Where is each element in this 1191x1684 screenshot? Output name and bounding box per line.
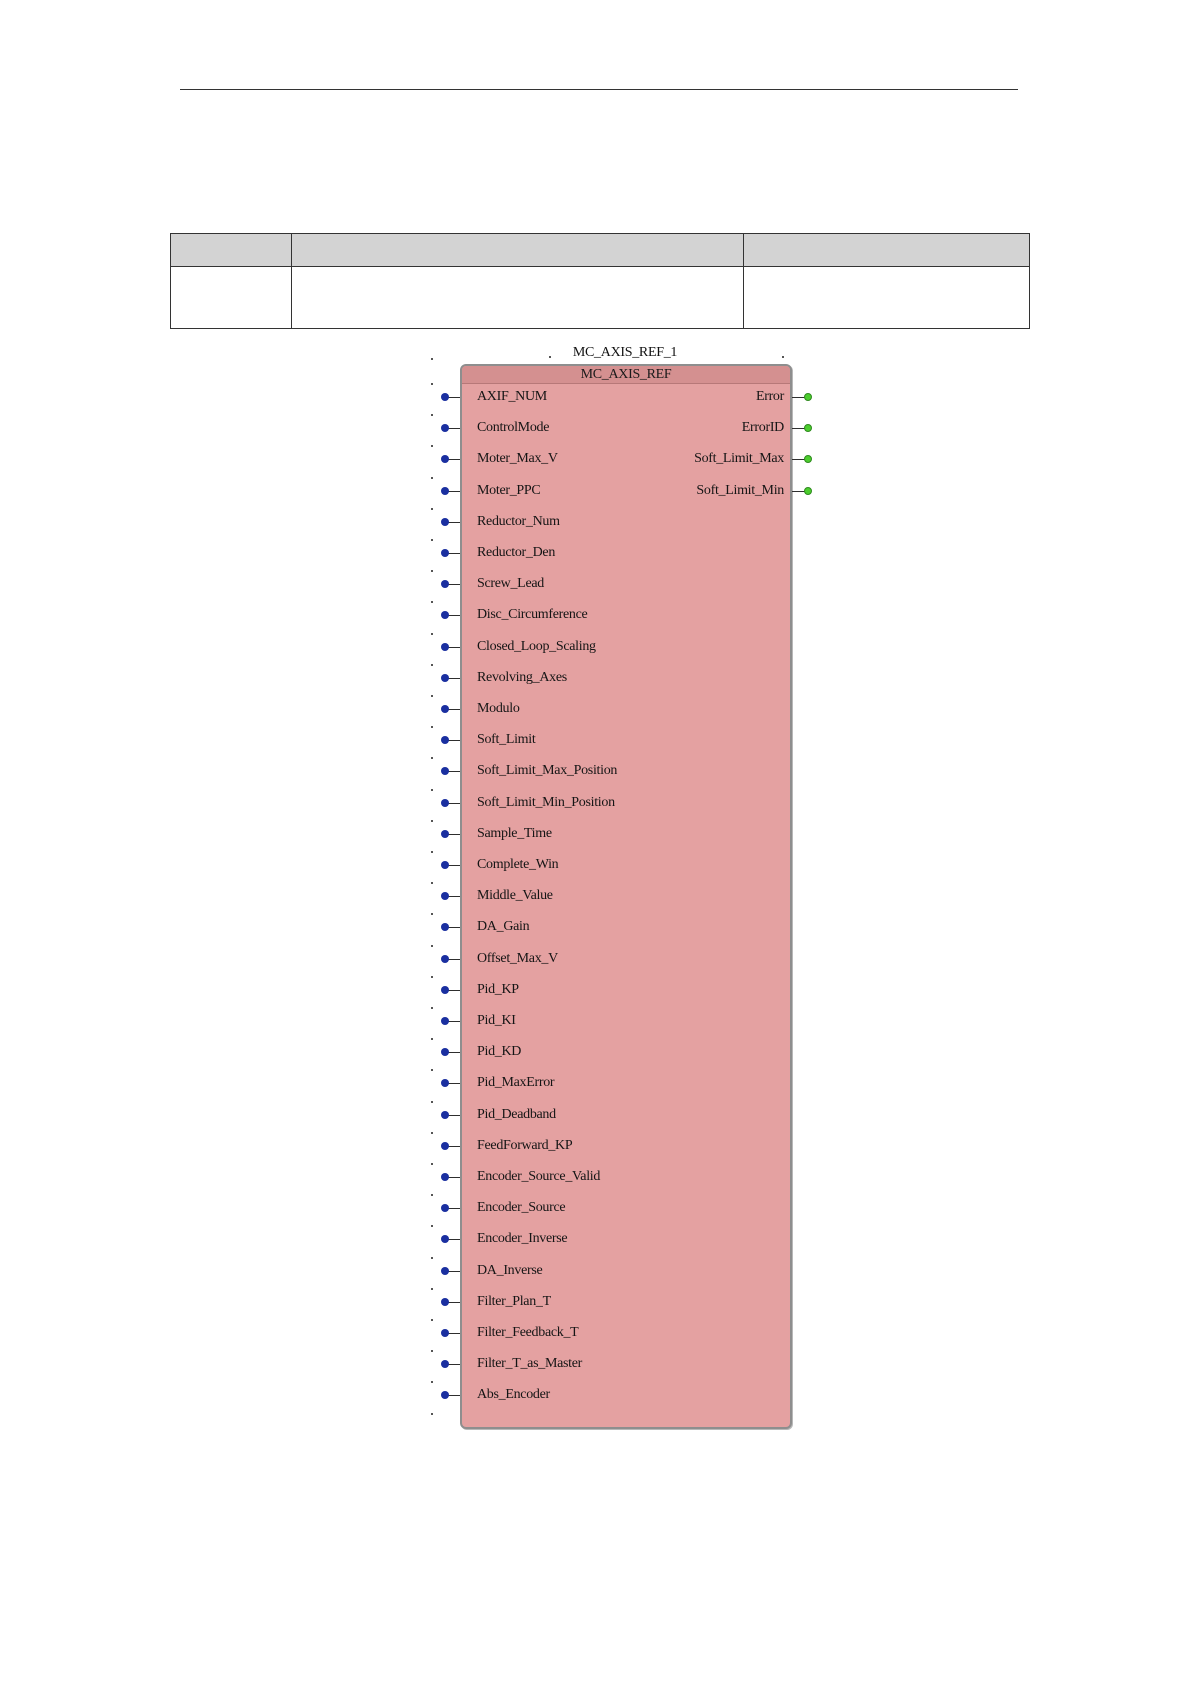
output-pin-label: Error xyxy=(755,389,784,404)
output-pin-label: Soft_Limit_Max xyxy=(694,451,784,466)
frame-tick xyxy=(431,757,433,759)
output-connector[interactable] xyxy=(804,487,812,495)
input-pin-reductor-num[interactable] xyxy=(438,512,638,532)
input-pin-pid-kd[interactable] xyxy=(438,1042,638,1062)
input-pin-label: Soft_Limit xyxy=(477,732,536,747)
input-pin-label: Sample_Time xyxy=(477,826,552,841)
input-connector[interactable] xyxy=(441,830,449,838)
frame-tick xyxy=(549,356,551,358)
input-pin-filter-feedback-t[interactable] xyxy=(438,1323,638,1343)
output-connector[interactable] xyxy=(804,393,812,401)
input-connector[interactable] xyxy=(441,1360,449,1368)
input-pin-pid-ki[interactable] xyxy=(438,1011,638,1031)
input-connector[interactable] xyxy=(441,393,449,401)
input-connector[interactable] xyxy=(441,674,449,682)
input-pin-label: Complete_Win xyxy=(477,857,559,872)
frame-tick xyxy=(431,1350,433,1352)
input-pin-complete-win[interactable] xyxy=(438,855,638,875)
output-pin-soft-limit-max[interactable] xyxy=(620,449,812,469)
input-pin-feedforward-kp[interactable] xyxy=(438,1136,638,1156)
input-connector[interactable] xyxy=(441,611,449,619)
input-connector[interactable] xyxy=(441,518,449,526)
input-pin-label: Soft_Limit_Min_Position xyxy=(477,795,615,810)
frame-tick xyxy=(431,882,433,884)
input-pin-label: Offset_Max_V xyxy=(477,951,558,966)
input-connector[interactable] xyxy=(441,487,449,495)
input-pin-revolving-axes[interactable] xyxy=(438,668,638,688)
table-header-cell-1 xyxy=(171,234,292,267)
frame-tick xyxy=(431,1288,433,1290)
frame-tick xyxy=(431,601,433,603)
page-header-rule xyxy=(180,89,1018,90)
input-pin-da-gain[interactable] xyxy=(438,917,638,937)
input-connector[interactable] xyxy=(441,580,449,588)
input-pin-pid-kp[interactable] xyxy=(438,980,638,1000)
input-connector[interactable] xyxy=(441,455,449,463)
frame-tick xyxy=(431,358,433,360)
input-pin-filter-t-as-master[interactable] xyxy=(438,1354,638,1374)
input-pin-axif-num[interactable] xyxy=(438,387,638,407)
input-pin-label: Soft_Limit_Max_Position xyxy=(477,763,618,778)
frame-tick xyxy=(431,851,433,853)
input-pin-label: Closed_Loop_Scaling xyxy=(477,639,596,654)
table-cell-2 xyxy=(292,267,744,329)
table-header-cell-3 xyxy=(744,234,1030,267)
input-pin-soft-limit-max-position[interactable] xyxy=(438,761,638,781)
input-pin-label: Disc_Circumference xyxy=(477,607,588,622)
input-pin-soft-limit-min-position[interactable] xyxy=(438,793,638,813)
input-pin-label: Pid_Deadband xyxy=(477,1107,556,1122)
frame-tick xyxy=(431,1257,433,1259)
input-pin-screw-lead[interactable] xyxy=(438,574,638,594)
input-pin-modulo[interactable] xyxy=(438,699,638,719)
table-row xyxy=(171,267,1030,329)
input-connector[interactable] xyxy=(441,861,449,869)
table-cell-1 xyxy=(171,267,292,329)
frame-tick xyxy=(431,695,433,697)
input-connector[interactable] xyxy=(441,1267,449,1275)
input-connector[interactable] xyxy=(441,892,449,900)
input-pin-closed-loop-scaling[interactable] xyxy=(438,637,638,657)
input-pin-label: Reductor_Den xyxy=(477,545,556,560)
input-connector[interactable] xyxy=(441,955,449,963)
frame-tick xyxy=(431,508,433,510)
input-pin-label: Pid_KI xyxy=(477,1013,516,1028)
input-connector[interactable] xyxy=(441,1142,449,1150)
input-connector[interactable] xyxy=(441,705,449,713)
output-pin-error[interactable] xyxy=(620,387,812,407)
frame-tick xyxy=(782,356,784,358)
input-pin-disc-circumference[interactable] xyxy=(438,605,638,625)
input-pin-label: ControlMode xyxy=(477,420,550,435)
frame-tick xyxy=(431,820,433,822)
input-connector[interactable] xyxy=(441,1204,449,1212)
input-pin-encoder-inverse[interactable] xyxy=(438,1229,638,1249)
input-pin-label: Reductor_Num xyxy=(477,514,560,529)
input-pin-soft-limit[interactable] xyxy=(438,730,638,750)
input-pin-reductor-den[interactable] xyxy=(438,543,638,563)
input-connector[interactable] xyxy=(441,424,449,432)
input-connector[interactable] xyxy=(441,1329,449,1337)
frame-tick xyxy=(431,383,433,385)
input-pin-sample-time[interactable] xyxy=(438,824,638,844)
input-pin-encoder-source[interactable] xyxy=(438,1198,638,1218)
frame-tick xyxy=(431,945,433,947)
output-pin-label: ErrorID xyxy=(741,420,784,435)
input-pin-label: Pid_MaxError xyxy=(477,1075,555,1090)
input-connector[interactable] xyxy=(441,1017,449,1025)
input-pin-label: Revolving_Axes xyxy=(477,670,567,685)
input-pin-label: AXIF_NUM xyxy=(477,389,547,404)
input-pin-label: Encoder_Inverse xyxy=(477,1231,568,1246)
frame-tick xyxy=(431,1007,433,1009)
frame-tick xyxy=(431,477,433,479)
input-pin-label: DA_Inverse xyxy=(477,1263,543,1278)
frame-tick xyxy=(431,789,433,791)
frame-tick xyxy=(431,1101,433,1103)
input-connector[interactable] xyxy=(441,1173,449,1181)
frame-tick xyxy=(431,1413,433,1415)
input-pin-label: Encoder_Source_Valid xyxy=(477,1169,601,1184)
input-pin-label: Modulo xyxy=(477,701,520,716)
frame-tick xyxy=(431,976,433,978)
parameter-table xyxy=(170,233,1030,329)
frame-tick xyxy=(431,539,433,541)
input-pin-filter-plan-t[interactable] xyxy=(438,1292,638,1312)
input-pin-encoder-source-valid[interactable] xyxy=(438,1167,638,1187)
input-connector[interactable] xyxy=(441,1111,449,1119)
input-connector[interactable] xyxy=(441,799,449,807)
input-pin-label: DA_Gain xyxy=(477,919,530,934)
frame-tick xyxy=(431,1038,433,1040)
input-pin-label: Screw_Lead xyxy=(477,576,544,591)
output-connector[interactable] xyxy=(804,455,812,463)
input-connector[interactable] xyxy=(441,1298,449,1306)
output-pin-label: Soft_Limit_Min xyxy=(696,483,784,498)
input-pin-label: Encoder_Source xyxy=(477,1200,566,1215)
frame-tick xyxy=(431,1069,433,1071)
input-connector[interactable] xyxy=(441,986,449,994)
frame-tick xyxy=(431,1319,433,1321)
table-cell-3 xyxy=(744,267,1030,329)
input-connector[interactable] xyxy=(441,1079,449,1087)
input-pin-label: FeedForward_KP xyxy=(477,1138,573,1153)
block-instance-name: MC_AXIS_REF_1 xyxy=(572,345,678,360)
input-connector[interactable] xyxy=(441,767,449,775)
input-pin-label: Moter_PPC xyxy=(477,483,541,498)
input-pin-label: Abs_Encoder xyxy=(477,1387,550,1402)
input-pin-pid-maxerror[interactable] xyxy=(438,1073,638,1093)
frame-tick xyxy=(431,570,433,572)
input-pin-controlmode[interactable] xyxy=(438,418,638,438)
input-pin-label: Moter_Max_V xyxy=(477,451,558,466)
input-pin-moter-max-v[interactable] xyxy=(438,449,638,469)
frame-tick xyxy=(431,633,433,635)
frame-tick xyxy=(431,414,433,416)
input-pin-offset-max-v[interactable] xyxy=(438,949,638,969)
frame-tick xyxy=(431,1194,433,1196)
output-pin-errorid[interactable] xyxy=(620,418,812,438)
frame-tick xyxy=(431,1381,433,1383)
input-pin-label: Filter_Feedback_T xyxy=(477,1325,579,1340)
input-connector[interactable] xyxy=(441,736,449,744)
input-connector[interactable] xyxy=(441,1391,449,1399)
input-pin-pid-deadband[interactable] xyxy=(438,1105,638,1125)
frame-tick xyxy=(431,913,433,915)
frame-tick xyxy=(431,1225,433,1227)
output-connector[interactable] xyxy=(804,424,812,432)
frame-tick xyxy=(431,1132,433,1134)
input-pin-abs-encoder[interactable] xyxy=(438,1385,638,1405)
input-pin-middle-value[interactable] xyxy=(438,886,638,906)
output-pin-soft-limit-min[interactable] xyxy=(620,481,812,501)
block-type-name: MC_AXIS_REF xyxy=(462,366,790,384)
input-connector[interactable] xyxy=(441,549,449,557)
input-pin-label: Middle_Value xyxy=(477,888,553,903)
input-pin-moter-ppc[interactable] xyxy=(438,481,638,501)
input-pin-da-inverse[interactable] xyxy=(438,1261,638,1281)
frame-tick xyxy=(431,664,433,666)
input-connector[interactable] xyxy=(441,1048,449,1056)
input-pin-label: Filter_Plan_T xyxy=(477,1294,551,1309)
input-pin-label: Filter_T_as_Master xyxy=(477,1356,583,1371)
input-connector[interactable] xyxy=(441,1235,449,1243)
input-connector[interactable] xyxy=(441,923,449,931)
input-connector[interactable] xyxy=(441,643,449,651)
input-pin-label: Pid_KP xyxy=(477,982,519,997)
frame-tick xyxy=(431,726,433,728)
frame-tick xyxy=(431,1163,433,1165)
frame-tick xyxy=(431,445,433,447)
input-pin-label: Pid_KD xyxy=(477,1044,522,1059)
table-header-row xyxy=(171,234,1030,267)
table-header-cell-2 xyxy=(292,234,744,267)
